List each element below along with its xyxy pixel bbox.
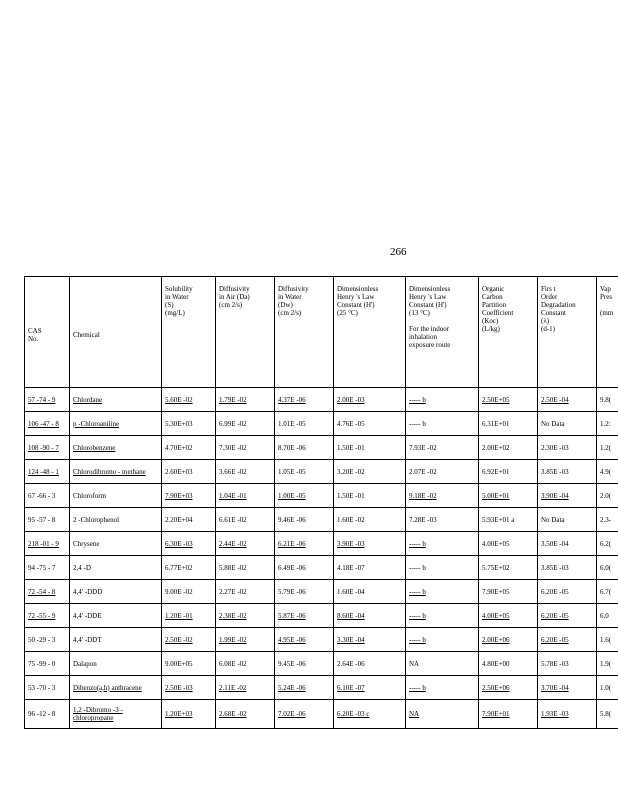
data-table-container xyxy=(24,276,618,732)
cell-cas: 96 -12 - 8 xyxy=(25,700,70,729)
cell-h25: 1.50E -01 xyxy=(334,436,406,460)
cell-dw: 1.05E -05 xyxy=(275,460,334,484)
cell-h25: 6.20E -03 c xyxy=(334,700,406,729)
cell-chemical: Dalapon xyxy=(70,652,162,676)
cell-lam: No Data xyxy=(538,508,597,532)
cell-cas: 218 -01 - 9 xyxy=(25,532,70,556)
cell-vp: 5.8( xyxy=(597,700,618,729)
table-row xyxy=(25,604,618,628)
cell-lam: 3.85E -03 xyxy=(538,460,597,484)
header-line xyxy=(600,301,618,309)
cell-sol: 5.60E -02 xyxy=(162,388,216,412)
cell-h13: 2.07E -02 xyxy=(406,460,479,484)
header-line: (S) xyxy=(165,301,174,309)
header-line: (L/kg) xyxy=(482,325,500,333)
cell-h13: ----- b xyxy=(406,628,479,652)
cell-da: 1.79E -02 xyxy=(216,388,275,412)
cell-lam: 6.20E -05 xyxy=(538,580,597,604)
cell-da: 6.99E -02 xyxy=(216,412,275,436)
cell-h13: ----- b xyxy=(406,388,479,412)
cell-h25: 6.10E -07 xyxy=(334,676,406,700)
cell-vp: 2.0( xyxy=(597,484,618,508)
header-line: Diffusivity xyxy=(219,285,250,293)
cell-h13: 7.28E -03 xyxy=(406,508,479,532)
cell-sol: 1.20E -01 xyxy=(162,604,216,628)
cell-h25: 3.20E -02 xyxy=(334,460,406,484)
cell-sol: 9.00E+05 xyxy=(162,652,216,676)
cell-koc: 4.00E+05 xyxy=(479,532,538,556)
cell-chemical: Chlordane xyxy=(70,388,162,412)
cell-dw: 1.00E -05 xyxy=(275,484,334,508)
cell-chemical: 4,4' -DDT xyxy=(70,628,162,652)
header-line: Solubility xyxy=(165,285,193,293)
cell-koc: 2.00E+02 xyxy=(479,436,538,460)
cell-sol: 2.60E+03 xyxy=(162,460,216,484)
header-line: Henry 's Law xyxy=(337,293,375,301)
cell-h13: ----- b xyxy=(406,604,479,628)
header-line xyxy=(409,317,475,325)
cell-h13: NA xyxy=(406,652,479,676)
cell-vp: 1.6( xyxy=(597,628,618,652)
cell-da: 2.38E -02 xyxy=(216,604,275,628)
header-line: in Water xyxy=(278,293,302,301)
table-body xyxy=(25,388,618,729)
table-row xyxy=(25,484,618,508)
cell-cas: 124 -48 - 1 xyxy=(25,460,70,484)
cell-h13: ----- b xyxy=(406,580,479,604)
cell-sol: 2.50E -03 xyxy=(162,676,216,700)
header-line: Order xyxy=(541,293,558,301)
table-row xyxy=(25,460,618,484)
cell-vp: 1.2( xyxy=(597,436,618,460)
header-line: No. xyxy=(28,335,39,343)
header-line: Organic xyxy=(482,285,505,293)
header-line: Dimensionless xyxy=(337,285,379,293)
cell-chemical: Dibenzo(a,h) anthracene xyxy=(70,676,162,700)
cell-da: 5.88E -02 xyxy=(216,556,275,580)
cell-cas: 108 -90 - 7 xyxy=(25,436,70,460)
cell-lam: 3.50E -04 xyxy=(538,532,597,556)
header-line: Constant xyxy=(541,309,566,317)
cell-h13: 9.18E -02 xyxy=(406,484,479,508)
cell-vp: 6.7( xyxy=(597,580,618,604)
cell-sol: 2.50E -02 xyxy=(162,628,216,652)
cell-da: 1.04E -01 xyxy=(216,484,275,508)
cell-da: 1.99E -02 xyxy=(216,628,275,652)
header-line: Diffusivity xyxy=(278,285,309,293)
header-line: in Air (Da) xyxy=(219,293,250,301)
cell-koc: 6.31E+01 xyxy=(479,412,538,436)
header-line: Carbon xyxy=(482,293,503,301)
cell-dw: 5.87E -06 xyxy=(275,604,334,628)
cell-dw: 1.01E -05 xyxy=(275,412,334,436)
cell-sol: 6.30E -03 xyxy=(162,532,216,556)
cell-da: 2.27E -02 xyxy=(216,580,275,604)
cell-chemical: 2 -Chlorophenol xyxy=(70,508,162,532)
cell-koc: 5.00E+01 xyxy=(479,484,538,508)
table-row xyxy=(25,412,618,436)
cell-dw: 9.46E -06 xyxy=(275,508,334,532)
cell-koc: 7.90E+05 xyxy=(479,580,538,604)
cell-lam: 3.70E -04 xyxy=(538,676,597,700)
cell-cas: 106 -47 - 8 xyxy=(25,412,70,436)
cell-dw: 5.79E -06 xyxy=(275,580,334,604)
header-line: (Dw) xyxy=(278,301,293,309)
cell-chemical: 4,4' -DDD xyxy=(70,580,162,604)
cell-vp: 1.2: xyxy=(597,412,618,436)
column-header xyxy=(275,277,334,388)
header-line: (λ) xyxy=(541,317,550,325)
header-line: Dimensionless xyxy=(409,285,451,293)
cell-dw: 9.45E -06 xyxy=(275,652,334,676)
cell-chemical: 4,4' -DDE xyxy=(70,604,162,628)
cell-dw: 7.02E -06 xyxy=(275,700,334,729)
header-line: (Koc) xyxy=(482,317,499,325)
cell-vp: 6.0 xyxy=(597,604,618,628)
cell-lam: 6.20E -05 xyxy=(538,604,597,628)
cell-koc: 4.00E+05 xyxy=(479,604,538,628)
cell-h25: 3.90E -03 xyxy=(334,532,406,556)
column-header xyxy=(216,277,275,388)
table-header-row xyxy=(25,277,618,388)
cell-h25: 1.50E -01 xyxy=(334,484,406,508)
cell-cas: 94 -75 - 7 xyxy=(25,556,70,580)
cell-sol: 4.70E+02 xyxy=(162,436,216,460)
header-line: Partition xyxy=(482,301,507,309)
header-line: Degradation xyxy=(541,301,576,309)
cell-cas: 75 -99 - 0 xyxy=(25,652,70,676)
table-row xyxy=(25,508,618,532)
cell-koc: 4.80E+00 xyxy=(479,652,538,676)
cell-lam: 1.93E -03 xyxy=(538,700,597,729)
cell-koc: 7.90E+01 xyxy=(479,700,538,729)
table-row xyxy=(25,652,618,676)
cell-lam: 5.78E -03 xyxy=(538,652,597,676)
header-line: Constant (H') xyxy=(409,301,447,309)
cell-koc: 2.50E+06 xyxy=(479,676,538,700)
cell-dw: 5.24E -06 xyxy=(275,676,334,700)
cell-da: 2.68E -02 xyxy=(216,700,275,729)
cell-sol: 6.77E+02 xyxy=(162,556,216,580)
header-line: Henry 's Law xyxy=(409,293,447,301)
header-line: (mg/L) xyxy=(165,309,185,317)
cell-vp: 1.0( xyxy=(597,676,618,700)
table-row xyxy=(25,580,618,604)
header-line: Chemical xyxy=(73,331,100,339)
cell-chemical: p -Chloroaniline xyxy=(70,412,162,436)
header-line: (mm xyxy=(600,309,614,317)
page-number: 266 xyxy=(390,246,407,258)
cell-h13: ----- b xyxy=(406,532,479,556)
column-header xyxy=(597,277,618,388)
table-row xyxy=(25,388,618,412)
cell-cas: 67 -66 - 3 xyxy=(25,484,70,508)
column-header xyxy=(25,277,70,388)
cell-lam: No Data xyxy=(538,412,597,436)
cell-h25: 4.18E -07 xyxy=(334,556,406,580)
cell-cas: 53 -70 - 3 xyxy=(25,676,70,700)
cell-koc: 5.75E+02 xyxy=(479,556,538,580)
cell-h13: ----- b xyxy=(406,676,479,700)
cell-h25: 1.60E -04 xyxy=(334,580,406,604)
cell-dw: 4.95E -06 xyxy=(275,628,334,652)
cell-vp: 6.0( xyxy=(597,556,618,580)
cell-chemical: 1,2 -Dibromo -3 - chloropropane xyxy=(70,700,162,729)
table-row xyxy=(25,556,618,580)
cell-dw: 8.70E -06 xyxy=(275,436,334,460)
table-row xyxy=(25,436,618,460)
cell-cas: 72 -54 - 8 xyxy=(25,580,70,604)
cell-lam: 3.90E -04 xyxy=(538,484,597,508)
cell-chemical: Chlorodibromo - methane xyxy=(70,460,162,484)
cell-vp: 9.8( xyxy=(597,388,618,412)
header-line: Firs t xyxy=(541,285,556,293)
header-line: (cm 2/s) xyxy=(278,309,302,317)
cell-koc: 5.93E+01 a xyxy=(479,508,538,532)
cell-da: 3.66E -02 xyxy=(216,460,275,484)
header-line: in Water xyxy=(165,293,189,301)
cell-vp: 2.3- xyxy=(597,508,618,532)
cell-h13: NA xyxy=(406,700,479,729)
cell-koc: 2.50E+05 xyxy=(479,388,538,412)
cell-koc: 2.00E+06 xyxy=(479,628,538,652)
cell-lam: 6.20E -05 xyxy=(538,628,597,652)
table-row xyxy=(25,628,618,652)
header-line: exposure route xyxy=(409,341,451,349)
cell-dw: 6.49E -06 xyxy=(275,556,334,580)
cell-sol: 2.20E+04 xyxy=(162,508,216,532)
cell-h13: ----- b xyxy=(406,556,479,580)
column-header xyxy=(406,277,479,388)
cell-cas: 72 -55 - 9 xyxy=(25,604,70,628)
cell-chemical: Chrysene xyxy=(70,532,162,556)
cell-da: 2.44E -02 xyxy=(216,532,275,556)
cell-lam: 3.85E -03 xyxy=(538,556,597,580)
cell-dw: 4.37E -06 xyxy=(275,388,334,412)
cell-lam: 2.50E -04 xyxy=(538,388,597,412)
cell-koc: 6.92E+01 xyxy=(479,460,538,484)
column-header xyxy=(162,277,216,388)
cell-chemical: Chloroform xyxy=(70,484,162,508)
cell-cas: 95 -57 - 8 xyxy=(25,508,70,532)
header-line: inhalation xyxy=(409,333,437,341)
header-line: Pres xyxy=(600,293,613,301)
cell-h25: 3.30E -04 xyxy=(334,628,406,652)
column-header xyxy=(70,277,162,388)
column-header xyxy=(479,277,538,388)
table-row xyxy=(25,532,618,556)
cell-sol: 5.30E+03 xyxy=(162,412,216,436)
cell-da: 6.08E -02 xyxy=(216,652,275,676)
cell-sol: 9.00E -02 xyxy=(162,580,216,604)
cell-h25: 1.60E -02 xyxy=(334,508,406,532)
column-header xyxy=(538,277,597,388)
cell-sol: 1.20E+03 xyxy=(162,700,216,729)
cell-da: 7.30E -02 xyxy=(216,436,275,460)
cell-h13: ----- b xyxy=(406,412,479,436)
cell-vp: 1.9( xyxy=(597,652,618,676)
table-row xyxy=(25,700,618,729)
cell-h25: 2.00E -03 xyxy=(334,388,406,412)
header-line: Coefficient xyxy=(482,309,514,317)
header-line: Constant (H') xyxy=(337,301,375,309)
header-line: For the indoor xyxy=(409,325,450,333)
header-line: Vap xyxy=(600,285,611,293)
header-line: (25 °C) xyxy=(337,309,358,317)
header-line: (13 °C) xyxy=(409,309,430,317)
cell-vp: 6.2( xyxy=(597,532,618,556)
cell-lam: 2.30E -03 xyxy=(538,436,597,460)
table-row xyxy=(25,676,618,700)
cell-chemical: 2,4 -D xyxy=(70,556,162,580)
cell-h25: 4.76E -05 xyxy=(334,412,406,436)
cell-dw: 6.21E -06 xyxy=(275,532,334,556)
cell-cas: 57 -74 - 9 xyxy=(25,388,70,412)
cell-da: 6.61E -02 xyxy=(216,508,275,532)
cell-h25: 8.60E -04 xyxy=(334,604,406,628)
cell-da: 2.11E -02 xyxy=(216,676,275,700)
cell-cas: 50 -29 - 3 xyxy=(25,628,70,652)
chemical-properties-table xyxy=(24,276,618,729)
cell-sol: 7.90E+03 xyxy=(162,484,216,508)
cell-h25: 2.64E -06 xyxy=(334,652,406,676)
cell-chemical: Chlorobenzene xyxy=(70,436,162,460)
cell-h13: 7.93E -02 xyxy=(406,436,479,460)
header-line: (cm 2/s) xyxy=(219,301,243,309)
cell-vp: 4.9( xyxy=(597,460,618,484)
column-header xyxy=(334,277,406,388)
header-line: (d-1) xyxy=(541,325,555,333)
header-line: CAS xyxy=(28,327,42,335)
